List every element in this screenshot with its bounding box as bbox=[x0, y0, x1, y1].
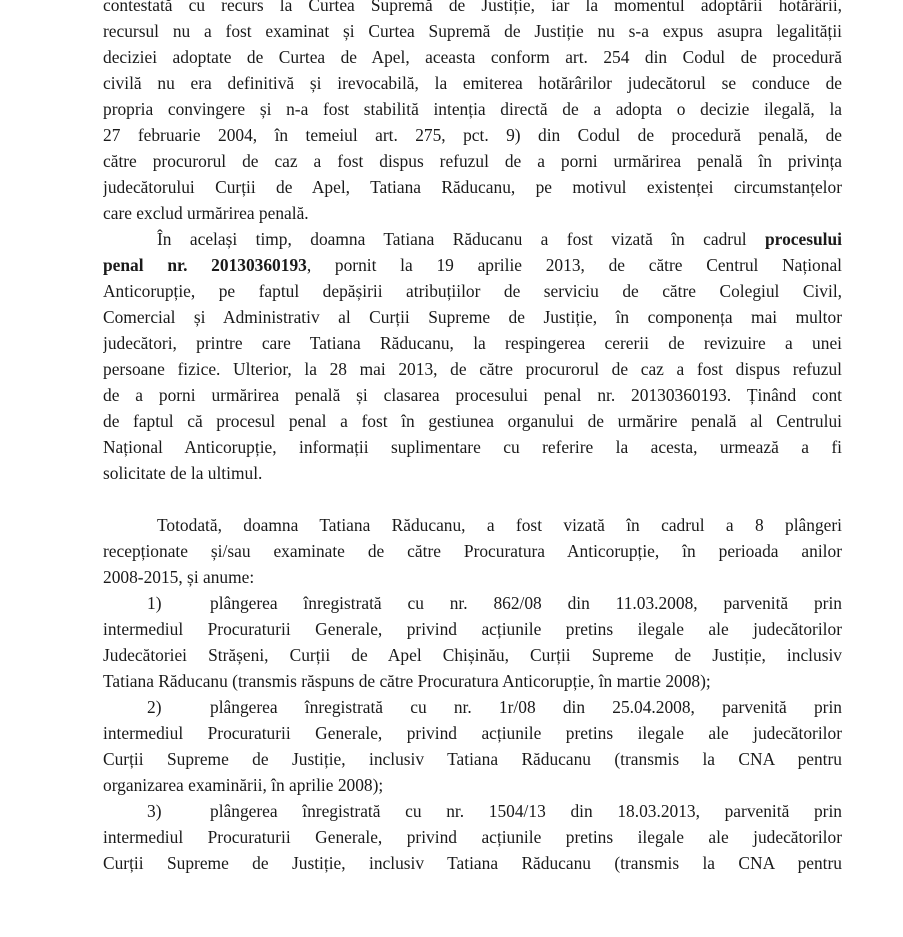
text-line bbox=[103, 252, 842, 278]
text-line: Curții Supreme de Justiție, inclusiv Tatiana Răducanu (transmis la CNA pentru bbox=[103, 853, 842, 873]
text-line: Judecătoriei Strășeni, Curții de Apel Chișinău, Curții Supreme de Justiție, inclusiv bbox=[103, 645, 842, 665]
text-line: Curții Supreme de Justiție, inclusiv Tatiana Răducanu (transmis la CNA pentru bbox=[103, 749, 842, 769]
text-line: deciziei adoptate de Curtea de Apel, aceasta conform art. 254 din Codul de procedură bbox=[103, 47, 842, 67]
text-line: Tatiana Răducanu (transmis răspuns de către Procuratura Anticorupție, în martie 2008); bbox=[103, 671, 711, 691]
text-line bbox=[103, 226, 842, 252]
text-line: de faptul că procesul penal a fost în gestiunea organului de urmărire penală al Centrului bbox=[103, 411, 842, 431]
text-line bbox=[103, 590, 842, 616]
text-line: Național Anticorupție, informații suplimentare cu referire la acesta, urmează a fi bbox=[103, 437, 842, 457]
text-line: care exclud urmărirea penală. bbox=[103, 203, 309, 223]
text-line: civilă nu era definitivă și irevocabilă, la emiterea hotărârilor judecătorul se conduce de bbox=[103, 73, 842, 93]
paragraph-continuation bbox=[103, 0, 842, 226]
list-item bbox=[103, 590, 842, 694]
bold-text: procesului bbox=[765, 229, 842, 249]
text-segment: , pornit la 19 aprilie 2013, de către Centrul Național bbox=[306, 255, 842, 275]
text-line: intermediul Procuraturii Generale, privind acțiunile pretins ilegale ale judecătorilor bbox=[103, 827, 842, 847]
paragraph-complaints-intro bbox=[103, 512, 842, 590]
paragraph-criminal-case bbox=[103, 226, 842, 486]
text-line bbox=[103, 798, 842, 824]
text-line bbox=[103, 694, 842, 720]
text-line: judecătorului Curții de Apel, Tatiana Răducanu, pe motivul existenței circumstanțelor bbox=[103, 177, 842, 197]
text-line: 2008-2015, și anume: bbox=[103, 567, 255, 587]
list-item bbox=[103, 798, 842, 876]
text-line: judecători, printre care Tatiana Răducanu, la respingerea cererii de revizuire a unei bbox=[103, 333, 842, 353]
document-page bbox=[103, 0, 842, 876]
text-line: recursul nu a fost examinat și Curtea Supremă de Justiție nu s-a expus asupra legalității bbox=[103, 21, 842, 41]
text-line: persoane fizice. Ulterior, la 28 mai 2013, de către procurorul de caz a fost dispus refuzul bbox=[103, 359, 842, 379]
bold-text: penal nr. 20130360193 bbox=[103, 255, 307, 275]
text-line: Comercial și Administrativ al Curții Supreme de Justiție, în componența mai multor bbox=[103, 307, 842, 327]
list-number: 2) bbox=[147, 697, 162, 717]
text-line: organizarea examinării, în aprilie 2008); bbox=[103, 775, 384, 795]
text-line: de a porni urmărirea penală și clasarea procesului penal nr. 20130360193. Ținând cont bbox=[103, 385, 842, 405]
blank-line bbox=[103, 486, 842, 512]
text-line: 27 februarie 2004, în temeiul art. 275, pct. 9) din Codul de procedură penală, de bbox=[103, 125, 842, 145]
text-segment: plângerea înregistrată cu nr. 1504/13 din 18.03.2013, parvenită prin bbox=[210, 801, 842, 821]
list-item bbox=[103, 694, 842, 798]
text-line: contestată cu recurs la Curtea Supremă de Justiție, iar la momentul adoptării hotărârii, bbox=[103, 0, 842, 15]
text-segment: plângerea înregistrată cu nr. 1r/08 din 25.04.2008, parvenită prin bbox=[210, 697, 842, 717]
text-segment: În același timp, doamna Tatiana Răducanu a fost vizată în cadrul bbox=[157, 229, 766, 249]
text-line: propria convingere și n-a fost stabilită intenția directă de a adopta o decizie ilegală, la bbox=[103, 99, 842, 119]
text-line: către procurorul de caz a fost dispus refuzul de a porni urmărirea penală în privința bbox=[103, 151, 842, 171]
list-number: 3) bbox=[147, 801, 162, 821]
list-number: 1) bbox=[147, 593, 162, 613]
text-line: Totodată, doamna Tatiana Răducanu, a fost vizată în cadrul a 8 plângeri bbox=[157, 515, 842, 535]
text-line: solicitate de la ultimul. bbox=[103, 463, 263, 483]
text-line: intermediul Procuraturii Generale, privind acțiunile pretins ilegale ale judecătorilor bbox=[103, 619, 842, 639]
text-line: Anticorupție, pe faptul depășirii atribuțiilor de serviciu de către Colegiul Civil, bbox=[103, 281, 842, 301]
text-segment: plângerea înregistrată cu nr. 862/08 din 11.03.2008, parvenită prin bbox=[210, 593, 842, 613]
text-line: recepționate și/sau examinate de către Procuratura Anticorupție, în perioada anilor bbox=[103, 541, 842, 561]
text-line: intermediul Procuraturii Generale, privind acțiunile pretins ilegale ale judecătorilor bbox=[103, 723, 842, 743]
